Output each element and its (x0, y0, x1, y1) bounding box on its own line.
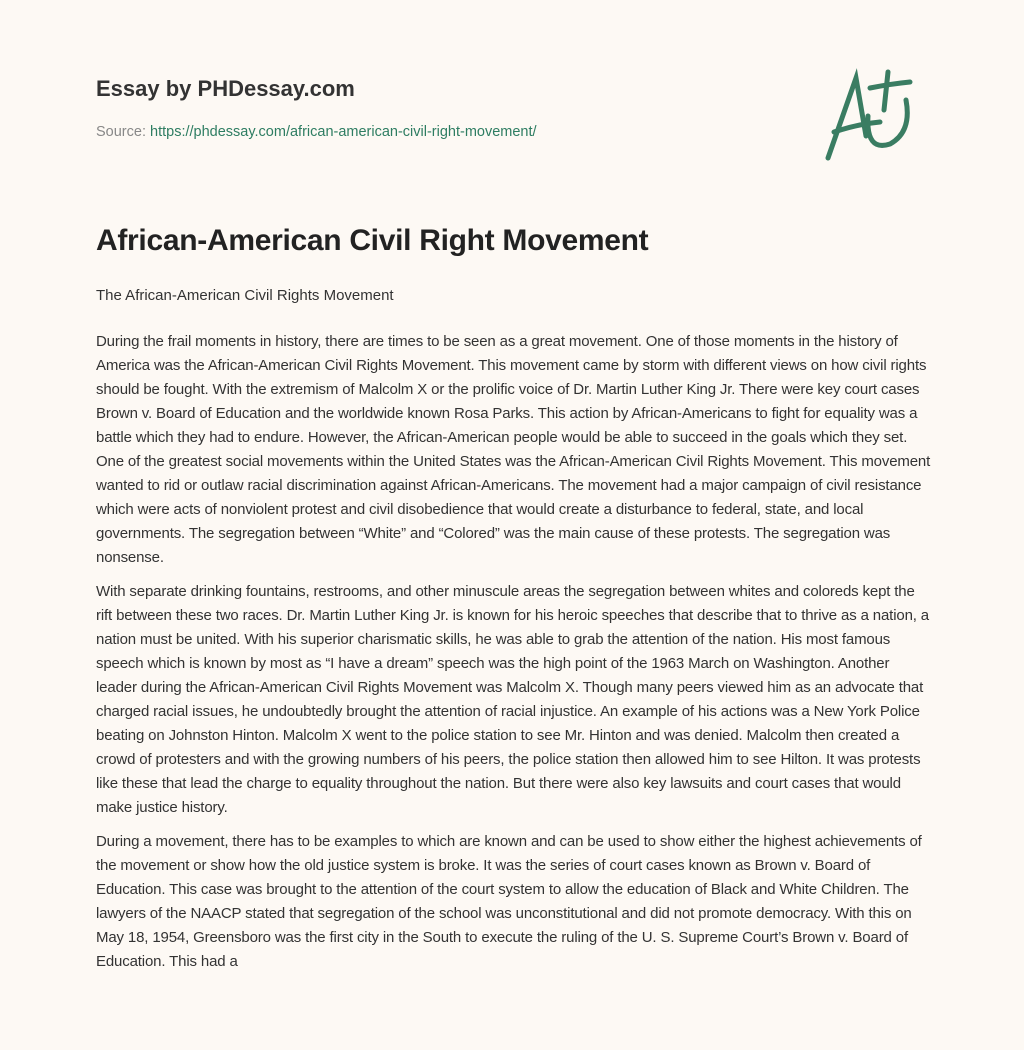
source-line (96, 124, 537, 140)
paragraph: During the frail moments in history, there are times to be seen as a great movement. One of those moments in the history of America was the African-American Civil Rights Movement. This movement came by storm with different views on how civil rights should be fought. With the extremism of Malcolm X or the prolific voice of Dr. Martin Luther King Jr. There were key court cases Brown v. Board of Education and the worldwide known Rosa Parks. This action by African-Americans to fight for equality was a battle which they had to endure. However, the African-American people would be able to succeed in the goals which they set. One of the greatest social movements within the United States was the African-American Civil Rights Movement. This movement wanted to rid or outlaw racial discrimination against African-Americans. The movement had a major campaign of civil resistance which were acts of nonviolent protest and civil disobedience that would create a disturbance to federal, state, and local governments. The segregation between “White” and “Colored” was the main cause of these protests. The segregation was nonsense. (96, 333, 931, 566)
essay-body (96, 330, 932, 984)
paragraph: With separate drinking fountains, restrooms, and other minuscule areas the segregation between whites and coloreds kept the rift between these two races. Dr. Martin Luther King Jr. is known for his heroic speeches that describe that to thrive as a nation, a nation must be united. With his superior charismatic skills, he was able to grab the attention of the nation. His most famous speech which is known by most as “I have a dream” speech was the high point of the 1963 March on Washington. Another leader during the African-American Civil Rights Movement was Malcolm X. Though many peers viewed him as an advocate that charged racial issues, he undoubtedly brought the attention of racial injustice. An example of his actions was a New York Police beating on Johnston Hinton. Malcolm X went to the police station to see Mr. Hinton and was denied. Malcolm then created a crowd of protesters and with the growing numbers of his peers, the police station then allowed him to see Hilton. It was protests like these that lead the charge to equality throughout the nation. But there were also key lawsuits and court cases that would make justice history. (96, 583, 929, 816)
a-plus-logo (818, 66, 930, 166)
essay-title: African-American Civil Right Movement (96, 224, 649, 257)
site-title: Essay by PHDessay.com (96, 76, 355, 101)
paragraph: During a movement, there has to be examples to which are known and can be used to show either the highest achievements of the movement or show how the old justice system is broke. It was the series of court cases known as Brown v. Board of Education. This case was brought to the attention of the court system to allow the education of Black and White Children. The lawyers of the NAACP stated that segregation of the school was unconstitutional and did not promote democracy. With this on May 18, 1954, Greensboro was the first city in the South to execute the ruling of the U. S. Supreme Court’s Brown v. Board of Education. This had a (96, 833, 922, 970)
source-label: Source: (96, 124, 146, 140)
source-link[interactable]: https://phdessay.com/african-american-civil-right-movement/ (150, 124, 537, 140)
essay-subtitle: The African-American Civil Rights Movement (96, 287, 394, 304)
